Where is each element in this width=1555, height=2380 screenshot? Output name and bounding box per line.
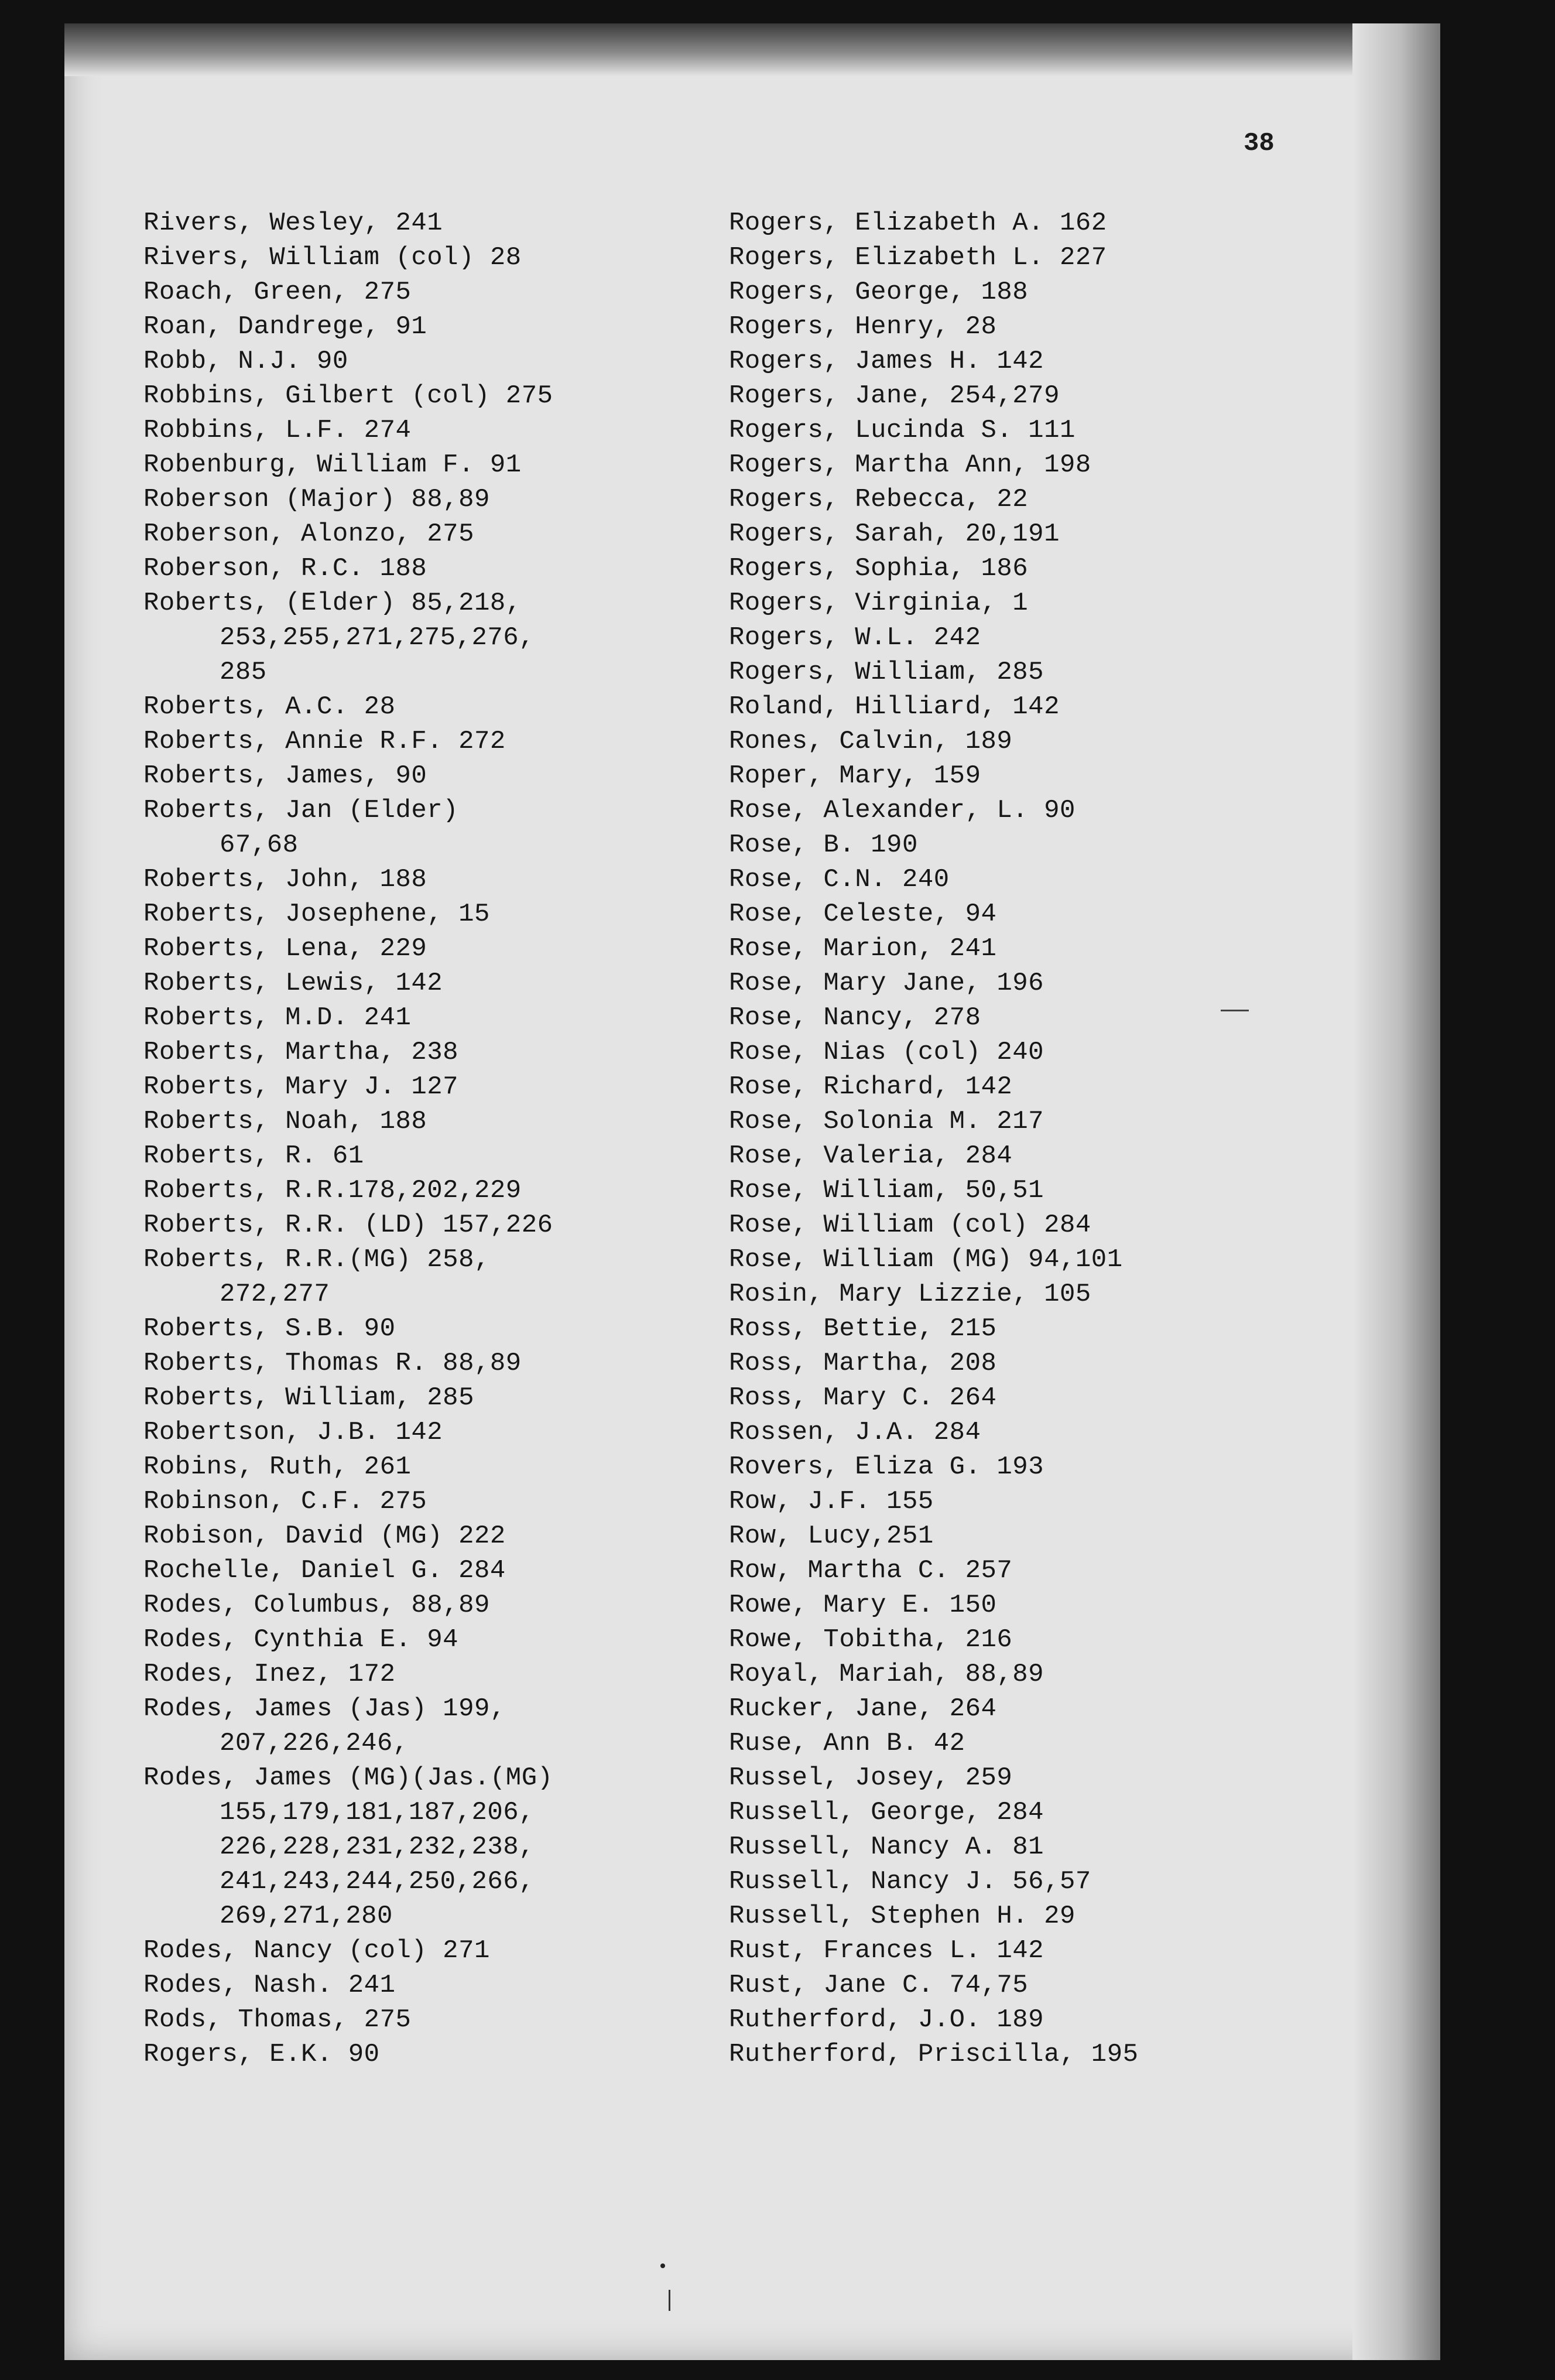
- index-entry: Roberts, Martha, 238: [143, 1038, 459, 1067]
- index-entry: Rowe, Mary E. 150: [729, 1591, 997, 1620]
- index-entry: Row, Martha C. 257: [729, 1556, 1013, 1585]
- index-entry: Roberts, Jan (Elder): [143, 796, 459, 825]
- index-entry: Rogers, Rebecca, 22: [729, 485, 1029, 514]
- index-entry: Russell, Nancy A. 81: [729, 1832, 1044, 1862]
- index-entry: Rods, Thomas, 275: [143, 2005, 412, 2034]
- index-entry: Russell, Stephen H. 29: [729, 1902, 1076, 1931]
- index-entry: Robison, David (MG) 222: [143, 1521, 506, 1551]
- index-entry: Rose, William (col) 284: [729, 1210, 1091, 1240]
- index-entry: Rutherford, J.O. 189: [729, 2005, 1044, 2034]
- index-entry: Ross, Martha, 208: [729, 1349, 997, 1378]
- index-entry: Roper, Mary, 159: [729, 761, 981, 791]
- index-entry: Rogers, Sophia, 186: [729, 554, 1029, 583]
- index-entry: Rose, Solonia M. 217: [729, 1107, 1044, 1136]
- index-entry: Rutherford, Priscilla, 195: [729, 2040, 1139, 2069]
- index-entry: Rodes, Nash. 241: [143, 1971, 396, 2000]
- margin-mark: [1221, 1010, 1249, 1011]
- index-entry: Rodes, Nancy (col) 271: [143, 1936, 490, 1965]
- index-entry: Rochelle, Daniel G. 284: [143, 1556, 506, 1585]
- index-entry: Rose, Alexander, L. 90: [729, 796, 1076, 825]
- index-entry: Rivers, Wesley, 241: [143, 208, 443, 238]
- index-entry-continuation: 226,228,231,232,238,: [220, 1832, 535, 1862]
- index-entry: Roberts, R.R.(MG) 258,: [143, 1245, 490, 1274]
- index-entry: Roach, Green, 275: [143, 278, 412, 307]
- index-entry: Roberts, (Elder) 85,218,: [143, 589, 522, 618]
- index-entry-continuation: 241,243,244,250,266,: [220, 1867, 535, 1896]
- index-entry: Rogers, Elizabeth L. 227: [729, 243, 1107, 272]
- index-entry: Roberts, S.B. 90: [143, 1314, 396, 1343]
- index-entry: Russell, George, 284: [729, 1798, 1044, 1827]
- index-entry: Roan, Dandrege, 91: [143, 312, 427, 341]
- index-entry: Rogers, Sarah, 20,191: [729, 519, 1060, 549]
- page-number: 38: [1244, 129, 1275, 158]
- index-entry: Rodes, Inez, 172: [143, 1660, 396, 1689]
- index-entry: Ross, Bettie, 215: [729, 1314, 997, 1343]
- index-entry: Rose, B. 190: [729, 830, 918, 860]
- index-entry: Roberts, Annie R.F. 272: [143, 727, 506, 756]
- index-entry: Rogers, E.K. 90: [143, 2040, 380, 2069]
- index-entry: Rogers, Martha Ann, 198: [729, 450, 1091, 480]
- index-entry-continuation: 285: [220, 658, 267, 687]
- index-entry: Roberts, R.R. (LD) 157,226: [143, 1210, 553, 1240]
- index-entry: Roberts, R.R.178,202,229: [143, 1176, 522, 1205]
- index-entry: Rust, Jane C. 74,75: [729, 1971, 1029, 2000]
- index-entry: Rose, Nias (col) 240: [729, 1038, 1044, 1067]
- index-entry: Roberts, Lena, 229: [143, 934, 427, 963]
- index-entry: Rust, Frances L. 142: [729, 1936, 1044, 1965]
- index-entry: Robins, Ruth, 261: [143, 1452, 412, 1482]
- index-entry-continuation: 272,277: [220, 1280, 330, 1309]
- index-entry: Roberts, William, 285: [143, 1383, 474, 1413]
- index-entry: Roberson, Alonzo, 275: [143, 519, 474, 549]
- index-entry: Rodes, James (Jas) 199,: [143, 1694, 506, 1724]
- index-entry-continuation: 67,68: [220, 830, 299, 860]
- scan-shadow-right: [1352, 23, 1440, 2360]
- footer-tick-mark: [669, 2290, 670, 2311]
- index-entry: Robenburg, William F. 91: [143, 450, 522, 480]
- index-column-left: [143, 206, 729, 2072]
- index-entry: Rose, Richard, 142: [729, 1072, 1013, 1102]
- index-entry: Robinson, C.F. 275: [143, 1487, 427, 1516]
- index-entry: Rogers, Virginia, 1: [729, 589, 1029, 618]
- index-entry: Roberts, Mary J. 127: [143, 1072, 459, 1102]
- index-entry: Roland, Hilliard, 142: [729, 692, 1060, 721]
- index-entry: Rogers, George, 188: [729, 278, 1029, 307]
- index-entry: Rivers, William (col) 28: [143, 243, 522, 272]
- index-entry: Row, Lucy,251: [729, 1521, 934, 1551]
- index-entry: Rogers, William, 285: [729, 658, 1044, 687]
- index-entry: Rodes, Cynthia E. 94: [143, 1625, 459, 1654]
- index-entry: Rogers, Henry, 28: [729, 312, 997, 341]
- index-entry: Russell, Nancy J. 56,57: [729, 1867, 1091, 1896]
- index-entry-continuation: 155,179,181,187,206,: [220, 1798, 535, 1827]
- scan-shadow-top: [64, 23, 1440, 76]
- index-entry: Rogers, W.L. 242: [729, 623, 981, 652]
- index-entry: Robertson, J.B. 142: [143, 1418, 443, 1447]
- index-entry: Russel, Josey, 259: [729, 1763, 1013, 1793]
- index-entry: Roberts, James, 90: [143, 761, 427, 791]
- index-entry: Roberts, Noah, 188: [143, 1107, 427, 1136]
- index-entry: Rodes, James (MG)(Jas.(MG): [143, 1763, 553, 1793]
- index-entry: Robb, N.J. 90: [143, 347, 348, 376]
- index-entry: Roberts, A.C. 28: [143, 692, 396, 721]
- index-entry: Roberts, Thomas R. 88,89: [143, 1349, 522, 1378]
- index-entry: Rose, Nancy, 278: [729, 1003, 981, 1032]
- index-entry: Roberts, Lewis, 142: [143, 969, 443, 998]
- index-entry: Roberson (Major) 88,89: [143, 485, 490, 514]
- index-entry: Rose, Valeria, 284: [729, 1141, 1013, 1171]
- footer-dot-mark: [660, 2263, 665, 2268]
- index-entry: Ross, Mary C. 264: [729, 1383, 997, 1413]
- index-entry: Roberts, M.D. 241: [143, 1003, 412, 1032]
- index-entry-continuation: 253,255,271,275,276,: [220, 623, 535, 652]
- index-entry: Roberts, John, 188: [143, 865, 427, 894]
- index-entry-continuation: 207,226,246,: [220, 1729, 409, 1758]
- index-entry: Rowe, Tobitha, 216: [729, 1625, 1013, 1654]
- index-entry: Rossen, J.A. 284: [729, 1418, 981, 1447]
- index-entry: Roberts, Josephene, 15: [143, 900, 490, 929]
- index-entry: Robbins, Gilbert (col) 275: [143, 381, 553, 411]
- index-entry-continuation: 269,271,280: [220, 1902, 393, 1931]
- index-entry: Rose, Mary Jane, 196: [729, 969, 1044, 998]
- index-entry: Row, J.F. 155: [729, 1487, 934, 1516]
- index-entry: Rose, William (MG) 94,101: [729, 1245, 1123, 1274]
- index-entry: Ruse, Ann B. 42: [729, 1729, 965, 1758]
- index-column-right: [729, 206, 1314, 2072]
- index-entry: Robbins, L.F. 274: [143, 416, 412, 445]
- index-entry: Rovers, Eliza G. 193: [729, 1452, 1044, 1482]
- index-entry: Rucker, Jane, 264: [729, 1694, 997, 1724]
- index-entry: Rones, Calvin, 189: [729, 727, 1013, 756]
- index-entry: Roberts, R. 61: [143, 1141, 364, 1171]
- index-entry: Rosin, Mary Lizzie, 105: [729, 1280, 1091, 1309]
- index-entry: Rogers, Elizabeth A. 162: [729, 208, 1107, 238]
- index-entry: Royal, Mariah, 88,89: [729, 1660, 1044, 1689]
- index-entry: Rose, C.N. 240: [729, 865, 950, 894]
- index-entry: Rose, Celeste, 94: [729, 900, 997, 929]
- index-entry: Rose, Marion, 241: [729, 934, 997, 963]
- index-entry: Rose, William, 50,51: [729, 1176, 1044, 1205]
- index-entry: Rogers, Jane, 254,279: [729, 381, 1060, 411]
- index-entry: Rogers, Lucinda S. 111: [729, 416, 1076, 445]
- index-entry: Rogers, James H. 142: [729, 347, 1044, 376]
- index-entry: Rodes, Columbus, 88,89: [143, 1591, 490, 1620]
- index-entry: Roberson, R.C. 188: [143, 554, 427, 583]
